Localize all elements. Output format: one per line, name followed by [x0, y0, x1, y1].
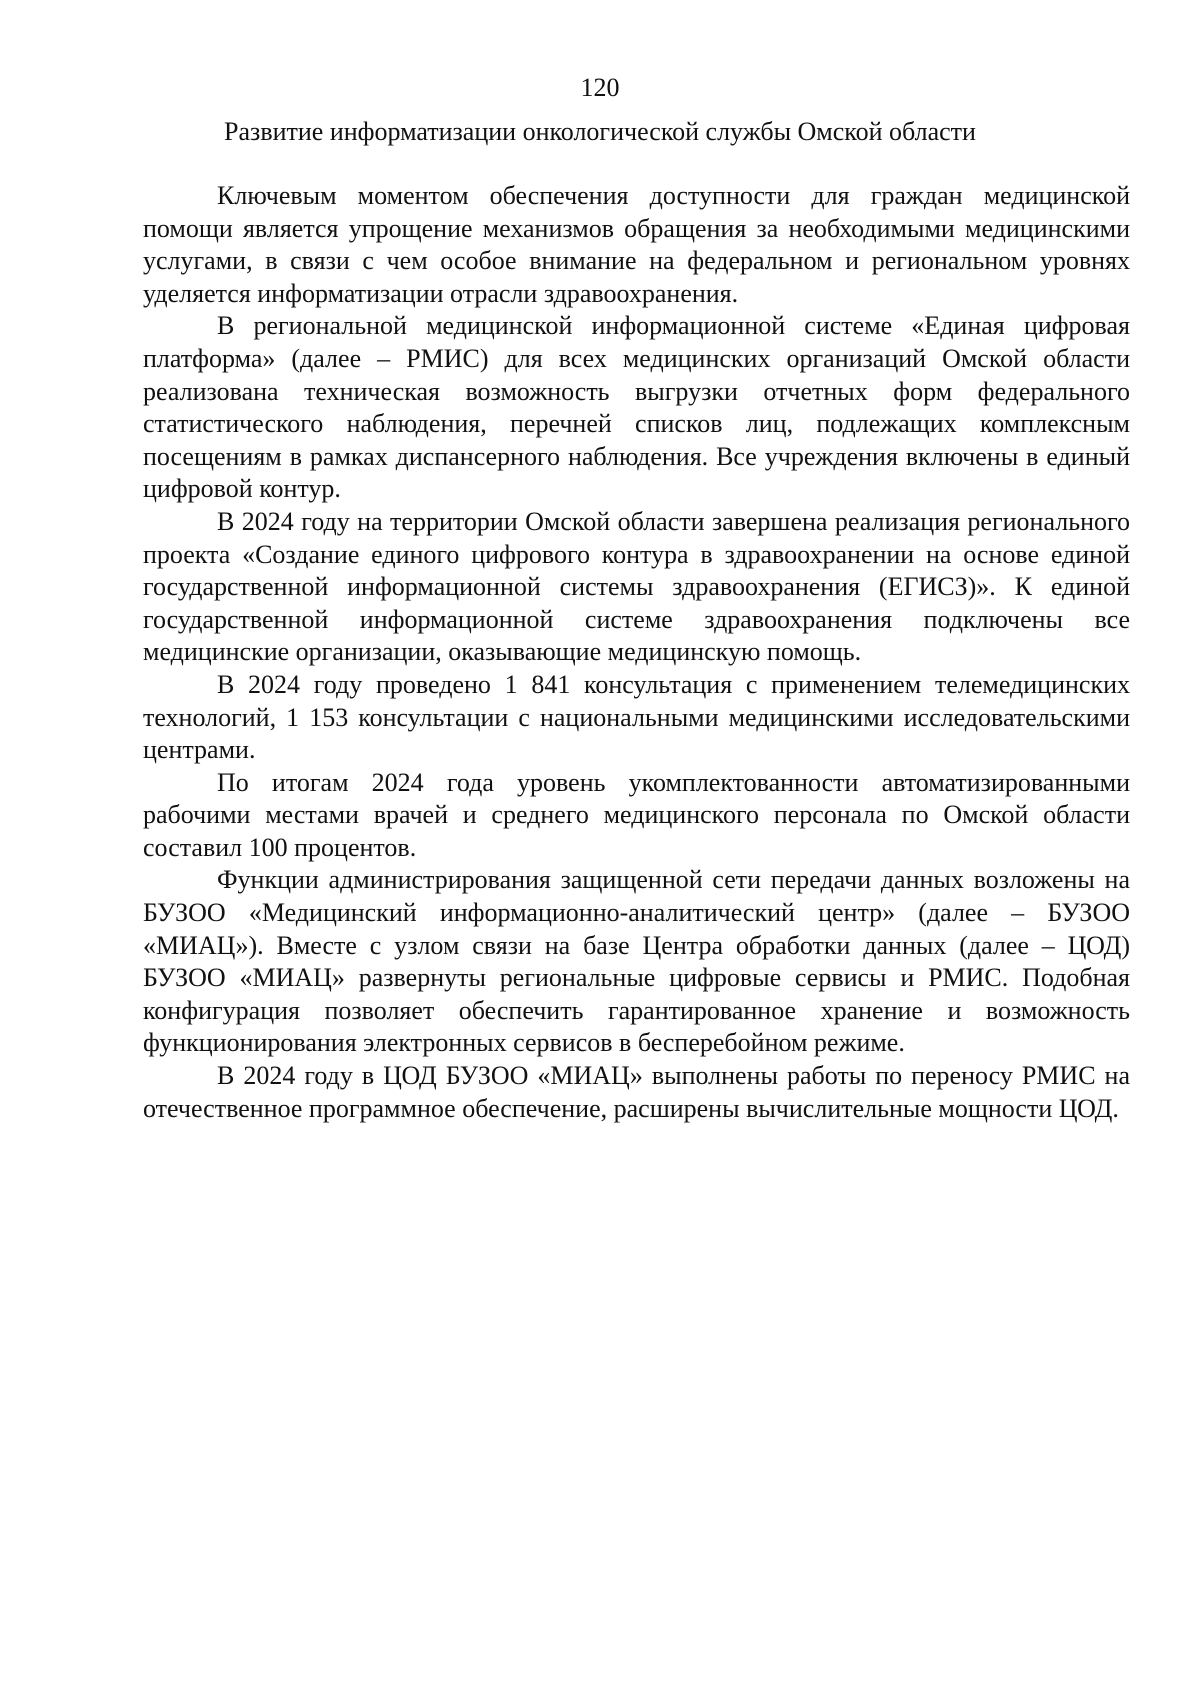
paragraph: В 2024 году на территории Омской области завершена реализация регионального проекта «Создание единого цифрового контура в здравоохранении на основе единой государственной информационной системы здравоохранения (ЕГИСЗ)». К единой государственной информационной системе здравоохранения подключены все медицинские организации, оказывающие медицинскую помощь.: [143, 506, 1130, 667]
document-body: [143, 180, 1130, 1125]
section-heading: Развитие информатизации онкологической службы Омской области: [224, 117, 976, 146]
paragraph: В региональной медицинской информационной системе «Единая цифровая платформа» (далее – РМИС) для всех медицинских организаций Омской области реализована техническая возможность выгрузки отчетных форм федерального статистического наблюдения, перечней списков лиц, подлежащих комплексным посещениям в рамках диспансерного наблюдения. Все учреждения включены в единый цифровой контур.: [143, 311, 1130, 504]
paragraph: В 2024 году в ЦОД БУЗОО «МИАЦ» выполнены работы по переносу РМИС на отечественное программное обеспечение, расширены вычислительные мощности ЦОД.: [143, 1061, 1130, 1123]
page-number: 120: [580, 73, 620, 102]
paragraph: По итогам 2024 года уровень укомплектованности автоматизированными рабочими местами врачей и среднего медицинского персонала по Омской области составил 100 процентов.: [143, 767, 1130, 862]
paragraph: Ключевым моментом обеспечения доступности для граждан медицинской помощи является упрощение механизмов обращения за необходимыми медицинскими услугами, в связи с чем особое внимание на федеральном и региональном уровнях уделяется информатизации отрасли здравоохранения.: [143, 181, 1130, 308]
paragraph: Функции администрирования защищенной сети передачи данных возложены на БУЗОО «Медицинский информационно-аналитический центр» (далее – БУЗОО «МИАЦ»). Вместе с узлом связи на базе Центра обработки данных (далее – ЦОД) БУЗОО «МИАЦ» развернуты региональные цифровые сервисы и РМИС. Подобная конфигурация позволяет обеспечить гарантированное хранение и возможность функционирования электронных сервисов в бесперебойном режиме.: [143, 865, 1130, 1058]
paragraph: В 2024 году проведено 1 841 консультация с применением телемедицинских технологий, 1 153 консультации с национальными медицинскими исследовательскими центрами.: [143, 669, 1130, 765]
